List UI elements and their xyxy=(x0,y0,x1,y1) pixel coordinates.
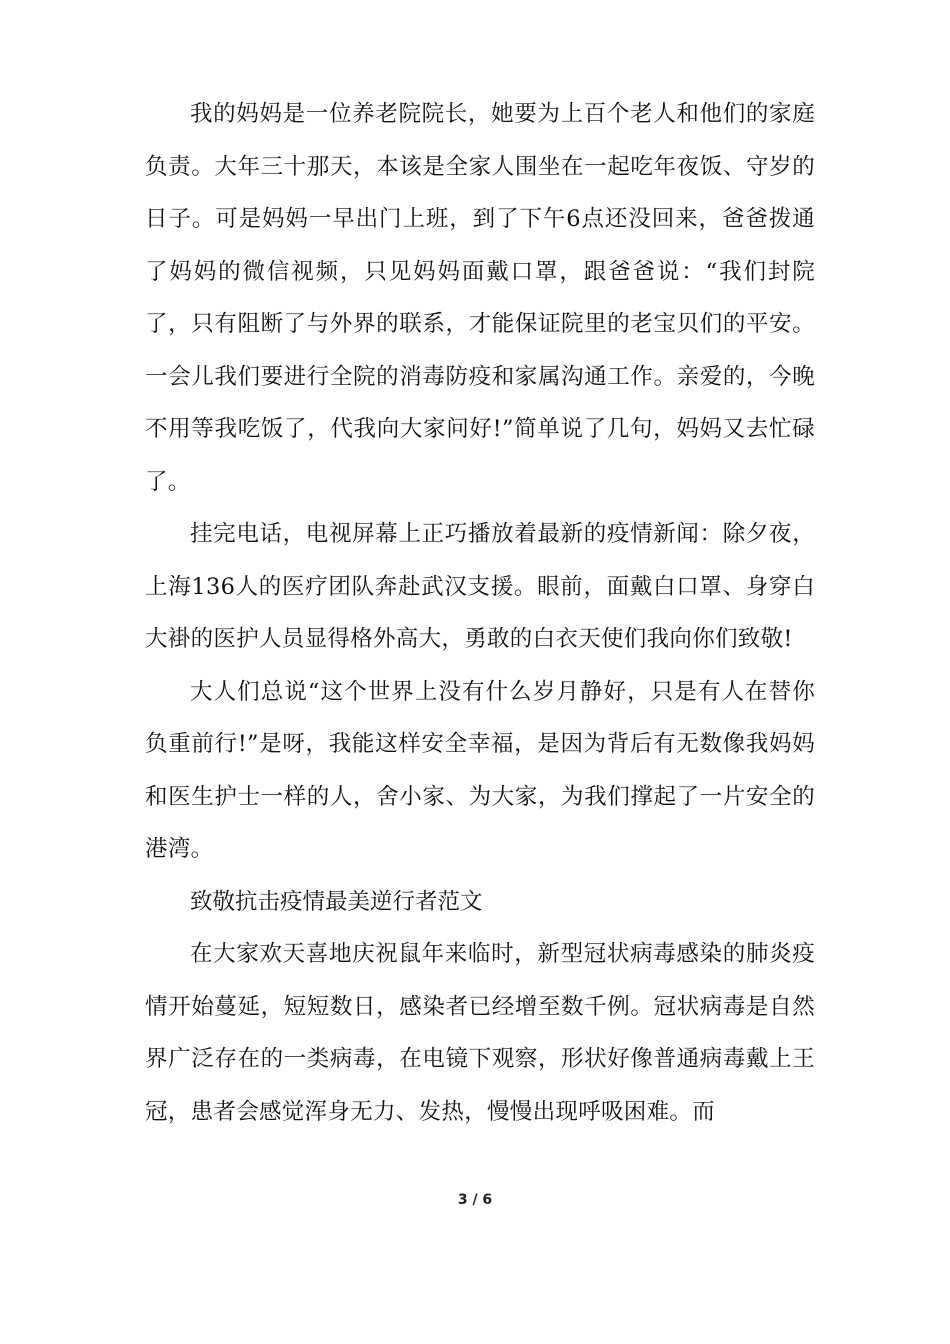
section-heading: 致敬抗击疫情最美逆行者范文 xyxy=(190,888,483,915)
paragraph-mother-story: 我的妈妈是一位养老院院长，她要为上百个老人和他们的家庭负责。大年三十那天，本该是全家人围坐在一起吃年夜饭、守岁的日子。可是妈妈一早出门上班，到了下午6点还没回来，爸爸拨通了妈妈的微信视频，只见妈妈面戴口罩，跟爸爸说：“我们封院了，只有阻断了与外界的联系，才能保证院里的老宝贝们的平安。一会儿我们要进行全院的消毒防疫和家属沟通工作。亲爱的，今晚不用等我吃饭了，代我向大家问好!”简单说了几句，妈妈又去忙碌了。 xyxy=(145,101,815,495)
paragraph-carrying-burden: 大人们总说“这个世界上没有什么岁月静好，只是有人在替你负重前行!”是呀，我能这样安全幸福，是因为背后有无数像我妈妈和医生护士一样的人，舍小家、为大家，为我们撑起了一片安全的港湾。 xyxy=(145,678,815,862)
page-number: 3 / 6 xyxy=(457,1192,493,1208)
document-body xyxy=(145,88,815,1138)
paragraph-tv-news: 挂完电话，电视屏幕上正巧播放着最新的疫情新闻：除夕夜，上海136人的医疗团队奔赴武汉支援。眼前，面戴白口罩、身穿白大褂的医护人员显得格外高大，勇敢的白衣天使们我向你们致敬! xyxy=(145,521,815,652)
paragraph-epidemic-intro: 在大家欢天喜地庆祝鼠年来临时，新型冠状病毒感染的肺炎疫情开始蔓延，短短数日，感染者已经增至数千例。冠状病毒是自然界广泛存在的一类病毒，在电镜下观察，形状好像普通病毒戴上王冠，患者会感觉浑身无力、发热，慢慢出现呼吸困难。而 xyxy=(145,941,815,1125)
